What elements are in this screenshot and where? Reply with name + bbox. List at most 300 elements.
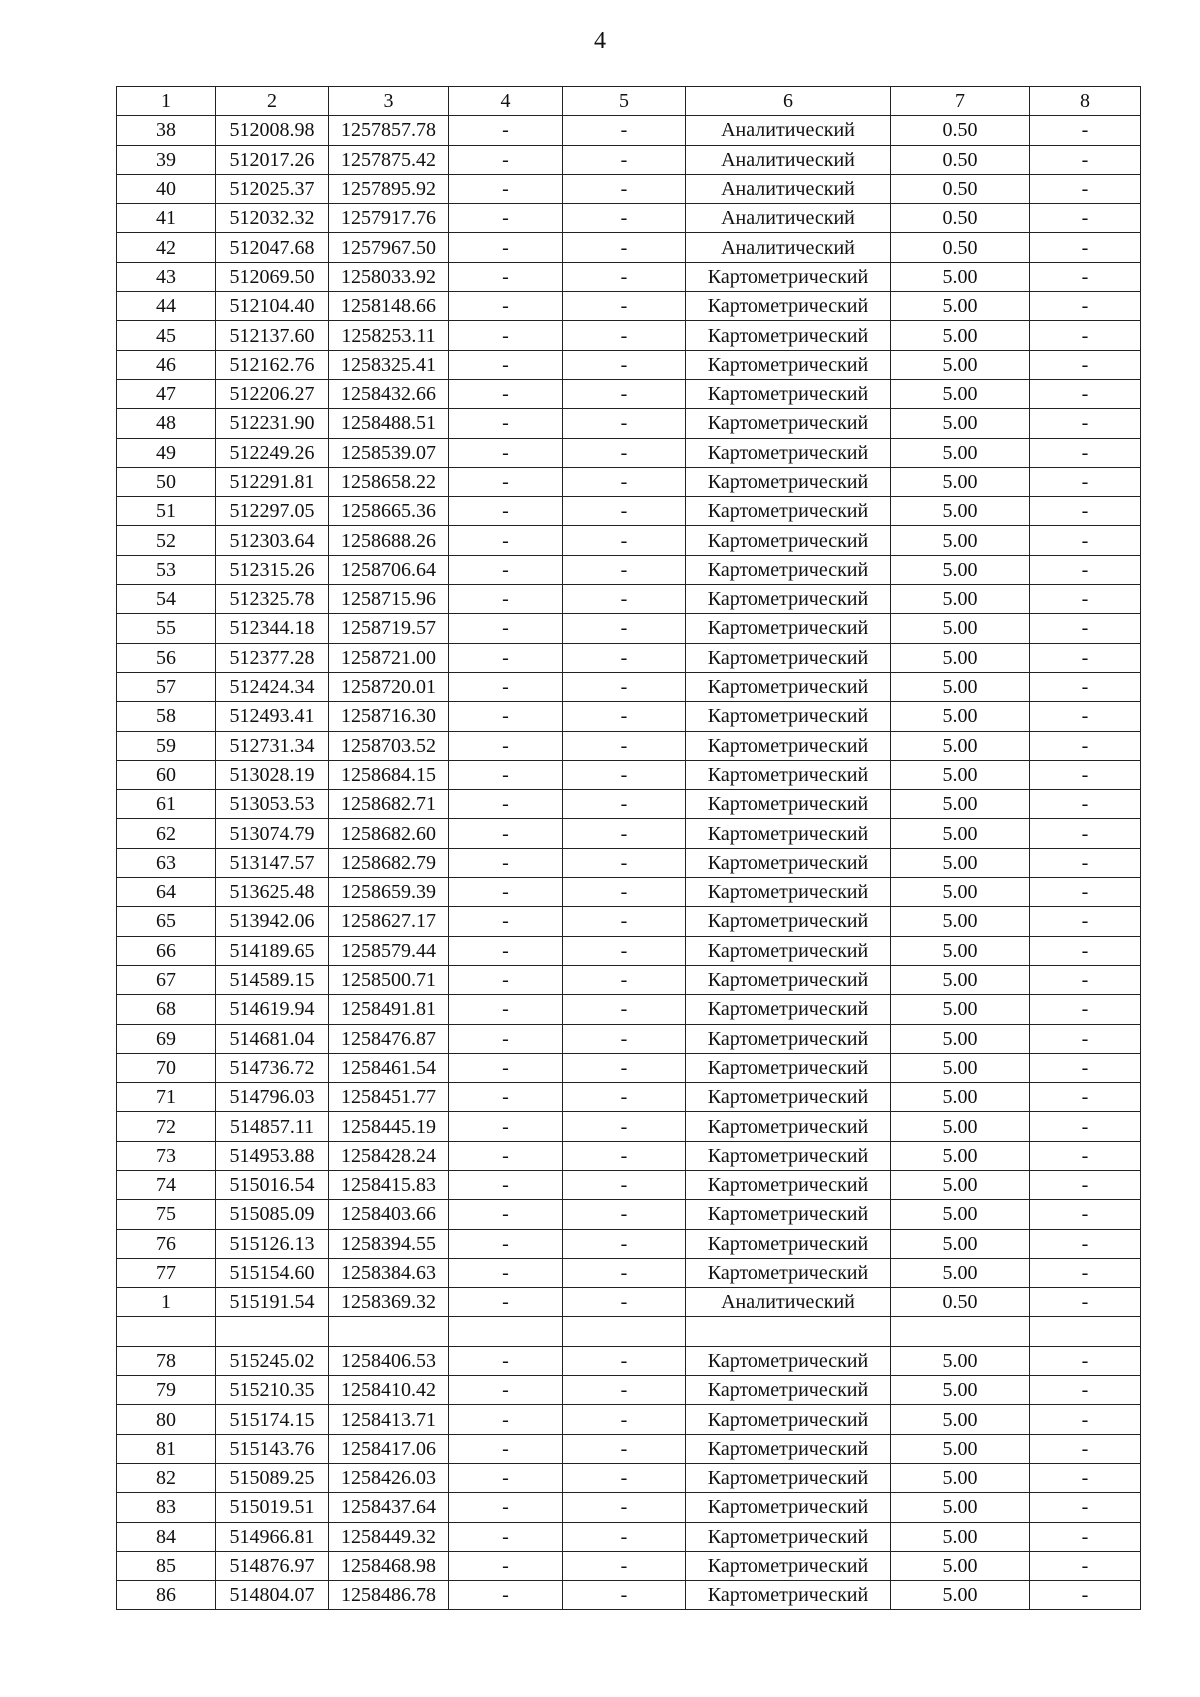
point-number-cell: 72: [117, 1112, 216, 1141]
point-number-cell: 86: [117, 1581, 216, 1610]
accuracy-cell: 5.00: [891, 848, 1030, 877]
x-coordinate-cell: 512731.34: [216, 731, 329, 760]
x-coordinate-cell: 513053.53: [216, 790, 329, 819]
x-coordinate-cell: 514953.88: [216, 1141, 329, 1170]
column-8-cell: -: [1030, 1229, 1141, 1258]
y-coordinate-cell: 1258432.66: [329, 379, 449, 408]
table-row: [117, 965, 1141, 994]
table-row: [117, 174, 1141, 203]
x-coordinate-cell: 515016.54: [216, 1170, 329, 1199]
x-coordinate-cell: 513625.48: [216, 878, 329, 907]
column-header: 5: [563, 87, 686, 116]
x-coordinate-cell: 515174.15: [216, 1405, 329, 1434]
column-8-cell: -: [1030, 643, 1141, 672]
x-coordinate-cell: 512104.40: [216, 292, 329, 321]
column-5-cell: [563, 1317, 686, 1346]
method-cell: Картометрический: [686, 1434, 891, 1463]
point-number-cell: 63: [117, 848, 216, 877]
y-coordinate-cell: 1257895.92: [329, 174, 449, 203]
point-number-cell: 51: [117, 497, 216, 526]
column-5-cell: -: [563, 555, 686, 584]
y-coordinate-cell: 1258706.64: [329, 555, 449, 584]
point-number-cell: 48: [117, 409, 216, 438]
column-5-cell: -: [563, 1522, 686, 1551]
table-row: [117, 350, 1141, 379]
method-cell: Картометрический: [686, 1024, 891, 1053]
table-row: [117, 1346, 1141, 1375]
table-row: [117, 555, 1141, 584]
point-number-cell: 79: [117, 1376, 216, 1405]
accuracy-cell: 0.50: [891, 204, 1030, 233]
method-cell: Картометрический: [686, 292, 891, 321]
column-8-cell: -: [1030, 1053, 1141, 1082]
column-8-cell: -: [1030, 1141, 1141, 1170]
method-cell: Картометрический: [686, 790, 891, 819]
accuracy-cell: 5.00: [891, 790, 1030, 819]
x-coordinate-cell: 514966.81: [216, 1522, 329, 1551]
column-8-cell: -: [1030, 614, 1141, 643]
point-number-cell: 71: [117, 1083, 216, 1112]
x-coordinate-cell: 512008.98: [216, 116, 329, 145]
accuracy-cell: 5.00: [891, 438, 1030, 467]
column-8-cell: -: [1030, 1581, 1141, 1610]
method-cell: Картометрический: [686, 321, 891, 350]
table-row: [117, 1463, 1141, 1492]
column-5-cell: -: [563, 233, 686, 262]
column-8-cell: -: [1030, 936, 1141, 965]
y-coordinate-cell: [329, 1317, 449, 1346]
method-cell: Картометрический: [686, 438, 891, 467]
column-4-cell: -: [449, 1170, 563, 1199]
column-8-cell: -: [1030, 848, 1141, 877]
column-4-cell: -: [449, 1288, 563, 1317]
method-cell: Картометрический: [686, 614, 891, 643]
column-8-cell: -: [1030, 438, 1141, 467]
accuracy-cell: 5.00: [891, 1112, 1030, 1141]
y-coordinate-cell: 1258426.03: [329, 1463, 449, 1492]
point-number-cell: 47: [117, 379, 216, 408]
x-coordinate-cell: 512017.26: [216, 145, 329, 174]
y-coordinate-cell: 1257967.50: [329, 233, 449, 262]
method-cell: [686, 1317, 891, 1346]
column-8-cell: [1030, 1317, 1141, 1346]
column-5-cell: -: [563, 292, 686, 321]
accuracy-cell: 5.00: [891, 819, 1030, 848]
point-number-cell: 52: [117, 526, 216, 555]
accuracy-cell: 5.00: [891, 409, 1030, 438]
x-coordinate-cell: 514876.97: [216, 1551, 329, 1580]
column-4-cell: -: [449, 848, 563, 877]
accuracy-cell: 0.50: [891, 233, 1030, 262]
column-5-cell: -: [563, 1551, 686, 1580]
table-row: [117, 1200, 1141, 1229]
point-number-cell: 42: [117, 233, 216, 262]
x-coordinate-cell: 514619.94: [216, 995, 329, 1024]
point-number-cell: 77: [117, 1258, 216, 1287]
method-cell: Картометрический: [686, 585, 891, 614]
accuracy-cell: 5.00: [891, 526, 1030, 555]
table-row: [117, 1376, 1141, 1405]
accuracy-cell: 5.00: [891, 1258, 1030, 1287]
column-8-cell: -: [1030, 116, 1141, 145]
accuracy-cell: 5.00: [891, 1229, 1030, 1258]
column-5-cell: -: [563, 379, 686, 408]
column-5-cell: -: [563, 526, 686, 555]
column-8-cell: -: [1030, 233, 1141, 262]
y-coordinate-cell: 1258384.63: [329, 1258, 449, 1287]
column-4-cell: -: [449, 907, 563, 936]
method-cell: Картометрический: [686, 262, 891, 291]
x-coordinate-cell: 512047.68: [216, 233, 329, 262]
point-number-cell: 56: [117, 643, 216, 672]
table-row: [117, 614, 1141, 643]
column-4-cell: -: [449, 321, 563, 350]
x-coordinate-cell: 513028.19: [216, 760, 329, 789]
accuracy-cell: 5.00: [891, 731, 1030, 760]
method-cell: Картометрический: [686, 1463, 891, 1492]
column-4-cell: -: [449, 731, 563, 760]
method-cell: Картометрический: [686, 672, 891, 701]
method-cell: Картометрический: [686, 409, 891, 438]
column-4-cell: -: [449, 614, 563, 643]
accuracy-cell: [891, 1317, 1030, 1346]
point-number-cell: 46: [117, 350, 216, 379]
accuracy-cell: 5.00: [891, 1463, 1030, 1492]
table-row: [117, 643, 1141, 672]
column-5-cell: -: [563, 467, 686, 496]
y-coordinate-cell: 1258403.66: [329, 1200, 449, 1229]
method-cell: Аналитический: [686, 145, 891, 174]
column-8-cell: -: [1030, 585, 1141, 614]
column-5-cell: -: [563, 878, 686, 907]
column-8-cell: -: [1030, 907, 1141, 936]
point-number-cell: 54: [117, 585, 216, 614]
column-5-cell: -: [563, 262, 686, 291]
accuracy-cell: 5.00: [891, 936, 1030, 965]
column-8-cell: -: [1030, 409, 1141, 438]
accuracy-cell: 5.00: [891, 878, 1030, 907]
accuracy-cell: 5.00: [891, 1581, 1030, 1610]
x-coordinate-cell: 515191.54: [216, 1288, 329, 1317]
column-8-cell: -: [1030, 965, 1141, 994]
column-header: 4: [449, 87, 563, 116]
column-4-cell: [449, 1317, 563, 1346]
accuracy-cell: 5.00: [891, 702, 1030, 731]
column-4-cell: -: [449, 965, 563, 994]
column-5-cell: -: [563, 1405, 686, 1434]
method-cell: Картометрический: [686, 936, 891, 965]
column-5-cell: -: [563, 790, 686, 819]
column-8-cell: -: [1030, 292, 1141, 321]
y-coordinate-cell: 1258715.96: [329, 585, 449, 614]
accuracy-cell: 5.00: [891, 672, 1030, 701]
method-cell: Аналитический: [686, 233, 891, 262]
column-4-cell: -: [449, 1493, 563, 1522]
y-coordinate-cell: 1258486.78: [329, 1581, 449, 1610]
y-coordinate-cell: 1258658.22: [329, 467, 449, 496]
method-cell: Картометрический: [686, 878, 891, 907]
x-coordinate-cell: 512291.81: [216, 467, 329, 496]
column-4-cell: -: [449, 1024, 563, 1053]
method-cell: Картометрический: [686, 1405, 891, 1434]
table-row: [117, 995, 1141, 1024]
column-8-cell: -: [1030, 760, 1141, 789]
table-row: [117, 379, 1141, 408]
y-coordinate-cell: 1258445.19: [329, 1112, 449, 1141]
table-row: [117, 672, 1141, 701]
method-cell: Картометрический: [686, 497, 891, 526]
column-5-cell: -: [563, 204, 686, 233]
table-row: [117, 790, 1141, 819]
column-8-cell: -: [1030, 790, 1141, 819]
point-number-cell: 78: [117, 1346, 216, 1375]
method-cell: Картометрический: [686, 1141, 891, 1170]
y-coordinate-cell: 1258253.11: [329, 321, 449, 350]
y-coordinate-cell: 1258682.79: [329, 848, 449, 877]
accuracy-cell: 5.00: [891, 467, 1030, 496]
accuracy-cell: 5.00: [891, 1083, 1030, 1112]
table-row: [117, 1288, 1141, 1317]
y-coordinate-cell: 1257875.42: [329, 145, 449, 174]
column-4-cell: -: [449, 1405, 563, 1434]
column-header: 6: [686, 87, 891, 116]
point-number-cell: 82: [117, 1463, 216, 1492]
accuracy-cell: 0.50: [891, 116, 1030, 145]
column-5-cell: -: [563, 907, 686, 936]
column-4-cell: -: [449, 878, 563, 907]
y-coordinate-cell: 1258476.87: [329, 1024, 449, 1053]
x-coordinate-cell: 512162.76: [216, 350, 329, 379]
method-cell: Картометрический: [686, 555, 891, 584]
point-number-cell: 66: [117, 936, 216, 965]
accuracy-cell: 5.00: [891, 555, 1030, 584]
x-coordinate-cell: 514804.07: [216, 1581, 329, 1610]
y-coordinate-cell: 1258451.77: [329, 1083, 449, 1112]
table-row: [117, 1258, 1141, 1287]
point-number-cell: 85: [117, 1551, 216, 1580]
column-5-cell: -: [563, 174, 686, 203]
table-row: [117, 848, 1141, 877]
table-row: [117, 1317, 1141, 1346]
x-coordinate-cell: 512325.78: [216, 585, 329, 614]
coordinates-table: [116, 86, 1141, 1610]
column-4-cell: -: [449, 1551, 563, 1580]
method-cell: Картометрический: [686, 995, 891, 1024]
y-coordinate-cell: 1258468.98: [329, 1551, 449, 1580]
x-coordinate-cell: 512137.60: [216, 321, 329, 350]
column-5-cell: -: [563, 936, 686, 965]
accuracy-cell: 5.00: [891, 1522, 1030, 1551]
y-coordinate-cell: 1258449.32: [329, 1522, 449, 1551]
column-5-cell: -: [563, 1083, 686, 1112]
method-cell: Картометрический: [686, 1258, 891, 1287]
point-number-cell: 84: [117, 1522, 216, 1551]
accuracy-cell: 5.00: [891, 379, 1030, 408]
table-body: [117, 87, 1141, 1610]
y-coordinate-cell: 1258488.51: [329, 409, 449, 438]
table-row: [117, 936, 1141, 965]
point-number-cell: 40: [117, 174, 216, 203]
y-coordinate-cell: 1258369.32: [329, 1288, 449, 1317]
y-coordinate-cell: 1258579.44: [329, 936, 449, 965]
accuracy-cell: 5.00: [891, 1376, 1030, 1405]
x-coordinate-cell: 512303.64: [216, 526, 329, 555]
method-cell: Картометрический: [686, 643, 891, 672]
column-header: 3: [329, 87, 449, 116]
table-row: [117, 467, 1141, 496]
column-header: 7: [891, 87, 1030, 116]
point-number-cell: 49: [117, 438, 216, 467]
x-coordinate-cell: 514589.15: [216, 965, 329, 994]
accuracy-cell: 5.00: [891, 1405, 1030, 1434]
column-5-cell: -: [563, 1434, 686, 1463]
table-row: [117, 233, 1141, 262]
column-5-cell: -: [563, 731, 686, 760]
method-cell: Картометрический: [686, 379, 891, 408]
point-number-cell: 80: [117, 1405, 216, 1434]
column-8-cell: -: [1030, 702, 1141, 731]
point-number-cell: 83: [117, 1493, 216, 1522]
point-number-cell: 57: [117, 672, 216, 701]
column-4-cell: -: [449, 702, 563, 731]
column-8-cell: -: [1030, 1463, 1141, 1492]
x-coordinate-cell: 512249.26: [216, 438, 329, 467]
column-8-cell: -: [1030, 1376, 1141, 1405]
column-5-cell: -: [563, 1141, 686, 1170]
point-number-cell: 44: [117, 292, 216, 321]
point-number-cell: 62: [117, 819, 216, 848]
method-cell: Картометрический: [686, 731, 891, 760]
column-4-cell: -: [449, 1434, 563, 1463]
table-row: [117, 1493, 1141, 1522]
column-4-cell: -: [449, 116, 563, 145]
point-number-cell: 64: [117, 878, 216, 907]
y-coordinate-cell: 1257857.78: [329, 116, 449, 145]
column-5-cell: -: [563, 760, 686, 789]
point-number-cell: 58: [117, 702, 216, 731]
table-row: [117, 145, 1141, 174]
x-coordinate-cell: 512297.05: [216, 497, 329, 526]
column-8-cell: -: [1030, 1346, 1141, 1375]
column-4-cell: -: [449, 760, 563, 789]
accuracy-cell: 5.00: [891, 321, 1030, 350]
column-5-cell: -: [563, 497, 686, 526]
table-row: [117, 292, 1141, 321]
column-5-cell: -: [563, 438, 686, 467]
column-4-cell: -: [449, 1346, 563, 1375]
y-coordinate-cell: 1258437.64: [329, 1493, 449, 1522]
x-coordinate-cell: 515089.25: [216, 1463, 329, 1492]
column-4-cell: -: [449, 204, 563, 233]
accuracy-cell: 5.00: [891, 907, 1030, 936]
column-4-cell: -: [449, 643, 563, 672]
column-5-cell: -: [563, 1229, 686, 1258]
point-number-cell: 75: [117, 1200, 216, 1229]
y-coordinate-cell: 1258428.24: [329, 1141, 449, 1170]
y-coordinate-cell: 1258682.71: [329, 790, 449, 819]
y-coordinate-cell: 1258394.55: [329, 1229, 449, 1258]
column-4-cell: -: [449, 1522, 563, 1551]
column-4-cell: -: [449, 555, 563, 584]
x-coordinate-cell: 514857.11: [216, 1112, 329, 1141]
column-8-cell: -: [1030, 1522, 1141, 1551]
column-4-cell: -: [449, 350, 563, 379]
column-header: 8: [1030, 87, 1141, 116]
x-coordinate-cell: 512025.37: [216, 174, 329, 203]
column-4-cell: -: [449, 526, 563, 555]
table-row: [117, 1229, 1141, 1258]
table-row: [117, 702, 1141, 731]
method-cell: Картометрический: [686, 1200, 891, 1229]
x-coordinate-cell: 515154.60: [216, 1258, 329, 1287]
table-row: [117, 585, 1141, 614]
x-coordinate-cell: 513942.06: [216, 907, 329, 936]
column-4-cell: -: [449, 1112, 563, 1141]
page-number: 4: [594, 28, 606, 54]
column-8-cell: -: [1030, 672, 1141, 701]
column-5-cell: -: [563, 1258, 686, 1287]
column-4-cell: -: [449, 1053, 563, 1082]
table-row: [117, 262, 1141, 291]
column-5-cell: -: [563, 1463, 686, 1492]
point-number-cell: 70: [117, 1053, 216, 1082]
x-coordinate-cell: 512069.50: [216, 262, 329, 291]
method-cell: Картометрический: [686, 1376, 891, 1405]
column-8-cell: -: [1030, 1551, 1141, 1580]
column-4-cell: -: [449, 1463, 563, 1492]
accuracy-cell: 5.00: [891, 1024, 1030, 1053]
y-coordinate-cell: 1258415.83: [329, 1170, 449, 1199]
x-coordinate-cell: 515245.02: [216, 1346, 329, 1375]
point-number-cell: 69: [117, 1024, 216, 1053]
column-header: 2: [216, 87, 329, 116]
column-4-cell: -: [449, 233, 563, 262]
column-8-cell: -: [1030, 1170, 1141, 1199]
accuracy-cell: 5.00: [891, 1434, 1030, 1463]
column-8-cell: -: [1030, 1024, 1141, 1053]
x-coordinate-cell: 515143.76: [216, 1434, 329, 1463]
point-number-cell: 74: [117, 1170, 216, 1199]
y-coordinate-cell: 1258688.26: [329, 526, 449, 555]
accuracy-cell: 5.00: [891, 585, 1030, 614]
point-number-cell: 45: [117, 321, 216, 350]
table-row: [117, 409, 1141, 438]
column-4-cell: -: [449, 409, 563, 438]
column-4-cell: -: [449, 379, 563, 408]
table-row: [117, 497, 1141, 526]
x-coordinate-cell: 514736.72: [216, 1053, 329, 1082]
table-row: [117, 1024, 1141, 1053]
y-coordinate-cell: 1258627.17: [329, 907, 449, 936]
table-row: [117, 760, 1141, 789]
column-4-cell: -: [449, 995, 563, 1024]
column-4-cell: -: [449, 174, 563, 203]
column-4-cell: -: [449, 819, 563, 848]
y-coordinate-cell: 1258148.66: [329, 292, 449, 321]
y-coordinate-cell: 1258684.15: [329, 760, 449, 789]
column-8-cell: -: [1030, 497, 1141, 526]
method-cell: Картометрический: [686, 1346, 891, 1375]
accuracy-cell: 5.00: [891, 1053, 1030, 1082]
column-5-cell: -: [563, 672, 686, 701]
method-cell: Картометрический: [686, 848, 891, 877]
y-coordinate-cell: 1258716.30: [329, 702, 449, 731]
method-cell: Картометрический: [686, 526, 891, 555]
point-number-cell: 76: [117, 1229, 216, 1258]
table-row: [117, 321, 1141, 350]
accuracy-cell: 5.00: [891, 614, 1030, 643]
column-5-cell: -: [563, 643, 686, 672]
